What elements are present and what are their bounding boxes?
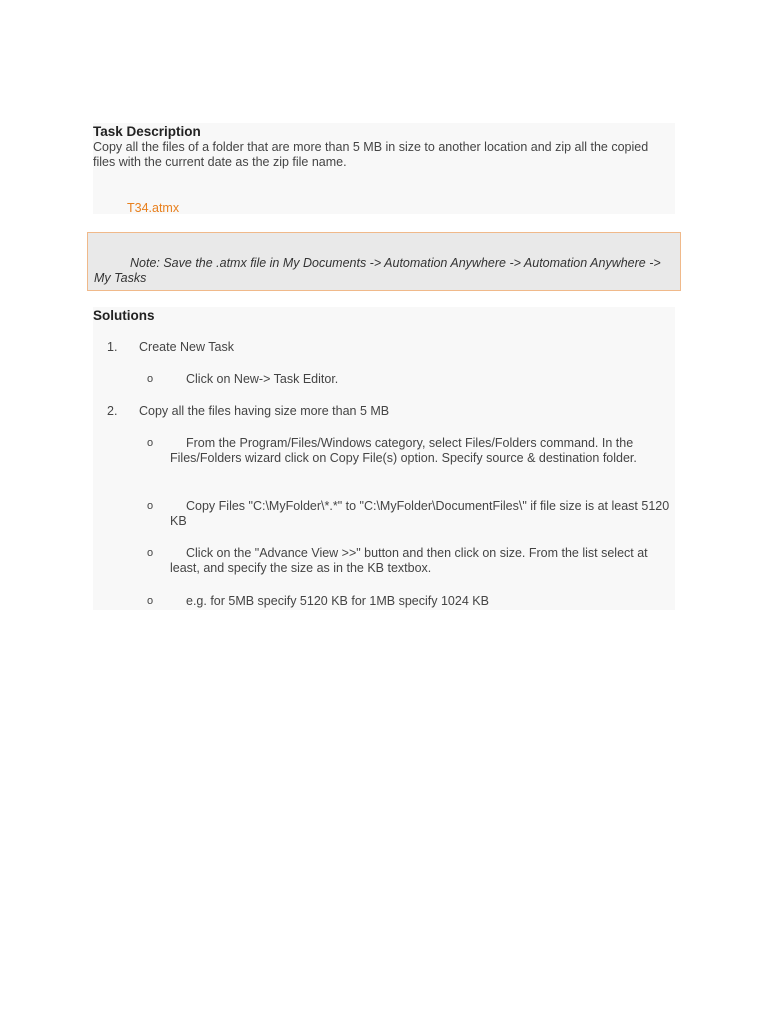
task-description-text: Copy all the files of a folder that are more than 5 MB in size to another location and zip all the copied files with the current date as the zip file name.: [93, 140, 649, 169]
bullet-marker: o: [147, 437, 154, 449]
solutions-heading: Solutions: [93, 308, 155, 323]
note-text: Note: Save the .atmx file in My Documents -> Automation Anywhere -> Automation Anywhere -> My Tasks: [94, 256, 661, 285]
step-number: 2.: [107, 404, 118, 418]
list-item: [93, 594, 675, 610]
list-item: [93, 546, 675, 577]
bullet-marker: o: [147, 547, 154, 559]
bullet-marker: o: [147, 500, 154, 512]
solutions-section: [93, 307, 675, 610]
substep-text: From the Program/Files/Windows category, select Files/Folders command. In the Files/Folders wizard click on Copy File(s) option. Specify source & destination folder.: [170, 436, 637, 465]
step-number: 1.: [107, 340, 118, 354]
list-item: [93, 340, 675, 356]
task-file-link[interactable]: T34.atmx: [127, 201, 180, 215]
note-box: [87, 232, 681, 291]
bullet-marker: o: [147, 373, 154, 385]
step-text: Create New Task: [139, 340, 234, 354]
list-item: [93, 404, 675, 420]
substep-text: e.g. for 5MB specify 5120 KB for 1MB specify 1024 KB: [186, 594, 489, 608]
bullet-marker: o: [147, 595, 154, 607]
task-description-section: [93, 123, 675, 214]
substep-text: Copy Files "C:\MyFolder\*.*" to "C:\MyFolder\DocumentFiles\" if file size is at least 5120 KB: [170, 499, 670, 528]
step-text: Copy all the files having size more than 5 MB: [139, 404, 390, 418]
substep-text: Click on the "Advance View >>" button and then click on size. From the list select at least, and specify the size as in the KB textbox.: [170, 546, 648, 575]
task-description-heading: Task Description: [93, 124, 201, 139]
list-item: [93, 499, 675, 530]
list-item: [93, 436, 675, 482]
list-item: [93, 372, 675, 388]
substep-text: Click on New-> Task Editor.: [186, 372, 339, 386]
